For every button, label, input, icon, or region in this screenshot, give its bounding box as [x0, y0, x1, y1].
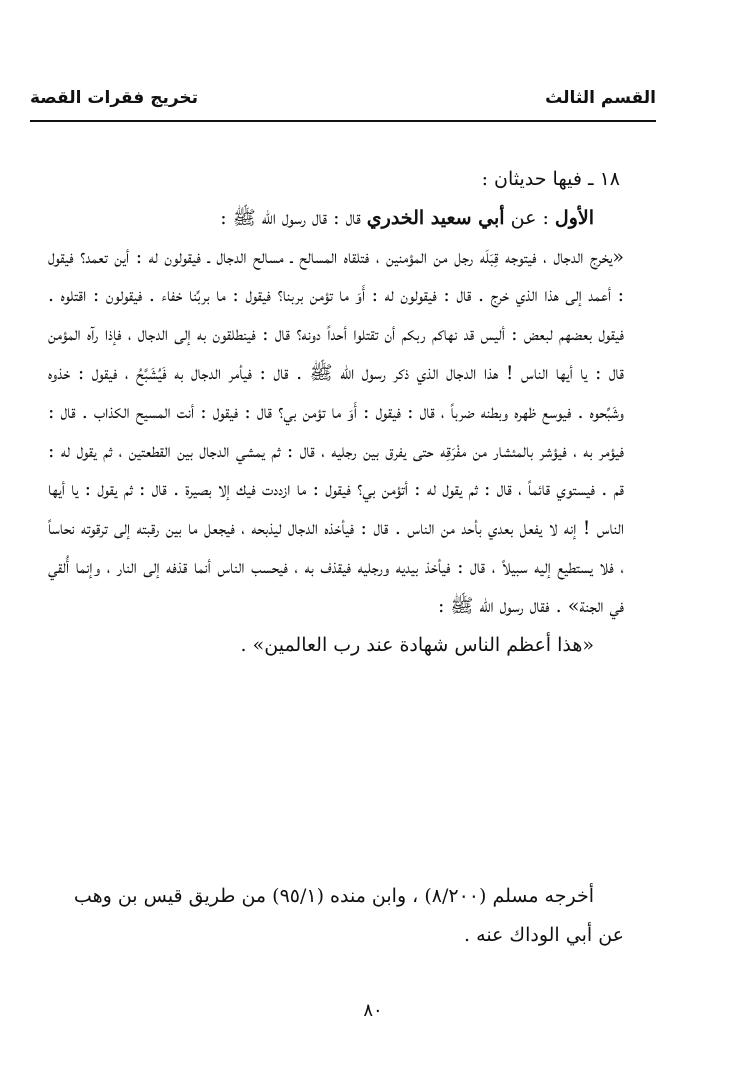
section-name: القسم الثالث — [545, 88, 656, 108]
item-heading: ١٨ ـ فيها حديثان : — [481, 168, 620, 190]
citation-line-1: أخرجه مسلم (٨/٢٠٠) ، وابن منده (٩٥/١) من طريق قيس بن وهب — [73, 885, 594, 907]
page-number: ٨٠ — [363, 1000, 383, 1021]
first-hadith-intro — [48, 199, 594, 238]
running-header — [30, 84, 656, 116]
first-rest: : عن — [504, 206, 555, 229]
main-text — [48, 160, 624, 664]
hadith-text: «يخرج الدجال ، فيتوجه قِبَلَه رجل من المؤمنين ، فتلقاه المسالح ـ مسالح الدجال ـ فيقولون له : أين تعمد؟ فيقول : أعمد إلى هذا الذي خرج . قال : فيقولون له : أَوَ ما تؤمن بربنا؟ فيقول : ما بربِّنا خفاء . فيقولون : اقتلوه . فيقول بعضهم لبعض : أليس قد نهاكم ربكم أن تقتلوا أحداً دونه؟ قال : فينطلقون به إلى الدجال ، فإذا رآه المؤمن قال : يا أيها الناس ! هذا الدجال الذي ذكر رسول الله ﷺ . قال : فيأمر الدجال به فَيُشَبَّحُ ، فيقول : خذوه وشَبِّحوه . فيوسع ظهره وبطنه ضرباً ، قال : فيقول : أَوَ ما تؤمن بي؟ قال : فيقول : أنت المسيح الكذاب . قال : فيؤمر به ، فيؤشر بالمئشار من مفْرَقِه حتى يفرق بين رجليه ، قال : ثم يمشي الدجال بين القطعتين ، ثم يقول له : قم . فيستوي قائماً ، قال : ثم يقول له : أتؤمن بي؟ فيقول : ما ازددت فيك إلا بصيرة . قال : ثم يقول : يا أيها الناس ! إنه لا يفعل بعدي بأحد من الناس . قال : فيأخذه الدجال ليذبحه ، فيجعل ما بين رقبته إلى ترقوته نحاساً ، فلا يستطيع إليه سبيلاً ، قال : فيأخذ بيديه ورجليه فيقذف به ، فيحسب الناس أنما قذفه إلى النار ، وإنما أُلقي في الجنة» . فقال رسول الله ﷺ : — [48, 245, 624, 617]
citation — [48, 877, 624, 955]
header-title: تخريج فقرات القصة — [30, 88, 199, 108]
first-tail: قال : قال رسول الله ﷺ : — [220, 206, 367, 229]
prophet-quote: «هذا أعظم الناس شهادة عند رب العالمين» . — [240, 633, 594, 656]
narrator-name: أبي سعيد الخدري — [366, 206, 505, 229]
header-divider — [30, 120, 656, 122]
citation-line-2: عن أبي الوداك عنه . — [464, 923, 624, 946]
first-label: الأول — [554, 206, 594, 229]
